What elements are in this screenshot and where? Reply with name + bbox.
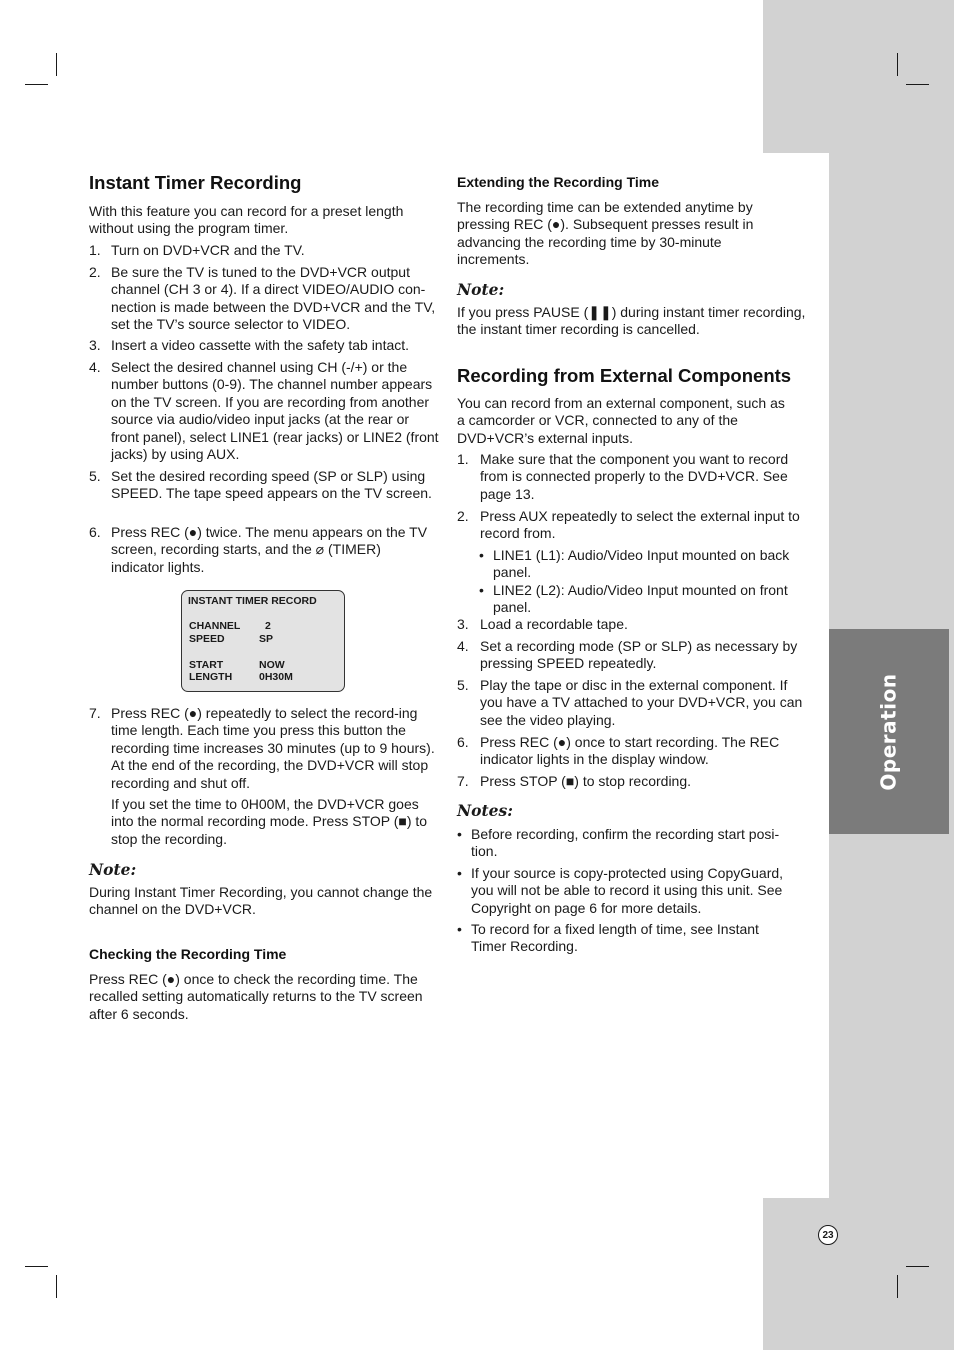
- crop-mark: [56, 53, 57, 76]
- note-text: To record for a fixed length of time, see Instant Timer Recording.: [471, 921, 759, 955]
- step-text: Insert a video cassette with the safety tab intact.: [111, 337, 410, 353]
- step-number: 2.: [457, 508, 469, 524]
- list-item: [457, 865, 799, 917]
- step-number: 6.: [89, 524, 101, 540]
- list-item: [457, 734, 797, 769]
- step-number: 7.: [89, 705, 101, 721]
- section-tab-label: Operation: [876, 672, 901, 791]
- step-text: Press STOP (■) to stop recording.: [480, 773, 692, 789]
- note-text: If your source is copy-protected using CopyGuard, you will not be able to record it using this unit. See Copyright on page 6 for more details.: [471, 865, 784, 916]
- step-text: Press AUX repeatedly to select the external input to record from.: [480, 508, 800, 542]
- subheading: Checking the Recording Time: [89, 946, 287, 962]
- page-number: 23: [818, 1225, 838, 1245]
- list-item: [457, 826, 797, 861]
- step-number: 4.: [89, 359, 101, 375]
- list-item: [457, 638, 805, 673]
- list-item: [457, 921, 777, 956]
- step-extra-text: If you set the time to 0H00M, the DVD+VCR goes into the normal recording mode. Press STOP (■) to stop the recording.: [111, 796, 428, 847]
- step-text: Select the desired channel using CH (-/+) or the number buttons (0-9). The channel number appears on the TV screen. If you are recording from another source via audio/video input jacks (at the rear or front panel), select LINE1 (rear jacks) or LINE2 (front jacks) by using AUX.: [111, 359, 439, 463]
- list-item: [457, 508, 805, 543]
- intro-text: With this feature you can record for a preset length without using the program timer.: [89, 203, 404, 237]
- instant-timer-osd: [181, 590, 345, 692]
- step-number: 4.: [457, 638, 469, 654]
- list-item: [479, 547, 807, 582]
- bullet-mark: •: [457, 921, 462, 937]
- crop-mark: [906, 84, 929, 85]
- note-text: During Instant Timer Recording, you cannot change the channel on the DVD+VCR.: [89, 884, 433, 918]
- list-item: [457, 773, 805, 790]
- step-text: Be sure the TV is tuned to the DVD+VCR output channel (CH 3 or 4). If a direct VIDEO/AUDIO con-nection is made between the DVD+VCR and the TV, set the TV’s source selector to VIDEO.: [111, 264, 436, 333]
- list-item: [89, 242, 437, 259]
- list-item: [89, 468, 437, 503]
- osd-start-value: NOW: [259, 659, 285, 671]
- step-text: Set a recording mode (SP or SLP) as necessary by pressing SPEED repeatedly.: [480, 638, 798, 672]
- body-text: Press REC (●) once to check the recording time. The recalled setting automatically returns to the TV screen after 6 seconds.: [89, 971, 423, 1022]
- notes-heading: Notes:: [457, 801, 513, 820]
- crop-mark: [906, 1266, 929, 1267]
- list-item: [479, 582, 807, 617]
- crop-mark: [25, 1266, 48, 1267]
- section-title: Instant Timer Recording: [89, 172, 302, 193]
- note-text: If you press PAUSE (❚❚) during instant timer recording, the instant timer recording is cancelled.: [457, 304, 806, 338]
- note-heading: Note:: [457, 280, 505, 299]
- bullet-mark: •: [457, 865, 462, 881]
- step-text: Turn on DVD+VCR and the TV.: [111, 242, 305, 258]
- step-number: 3.: [457, 616, 469, 632]
- osd-speed-label: SPEED: [189, 633, 225, 645]
- step-text: Set the desired recording speed (SP or SLP) using SPEED. The tape speed appears on the TV screen.: [111, 468, 432, 502]
- osd-start-label: START: [189, 659, 224, 671]
- osd-title: INSTANT TIMER RECORD: [188, 595, 317, 607]
- step-text: Press REC (●) once to start recording. The REC indicator lights in the display window.: [480, 734, 780, 768]
- subheading: Extending the Recording Time: [457, 174, 659, 190]
- step-text: Press REC (●) repeatedly to select the record-ing time length. Each time you press this button the recording time increases 30 minutes (up to 9 hours). At the end of the recording, the DVD+VCR will stop recording and shut off.: [111, 705, 435, 791]
- bullet-mark: •: [457, 826, 462, 842]
- step-number: 2.: [89, 264, 101, 280]
- step-number: 1.: [89, 242, 101, 258]
- crop-mark: [56, 1275, 57, 1298]
- list-item: [89, 337, 437, 354]
- body-text: The recording time can be extended anytime by pressing REC (●). Subsequent presses result in advancing the recording time by 30-minute increments.: [457, 199, 754, 268]
- step-number: 1.: [457, 451, 469, 467]
- step-number: 5.: [457, 677, 469, 693]
- bullet-mark: •: [479, 582, 484, 598]
- sidebar-band-bottom: [763, 1198, 954, 1350]
- list-item: [457, 451, 805, 503]
- list-item: [457, 677, 805, 729]
- crop-mark: [25, 84, 48, 85]
- section-title: Recording from External Components: [457, 365, 792, 386]
- osd-channel-label: CHANNEL: [189, 620, 241, 632]
- list-item: [89, 264, 439, 334]
- step-text: Press REC (●) twice. The menu appears on the TV screen, recording starts, and the ⌀ (TIMER) indicator lights.: [111, 524, 428, 575]
- step-text: Play the tape or disc in the external component. If you have a TV attached to your DVD+VCR, you can see the video playing.: [480, 677, 803, 728]
- step-number: 7.: [457, 773, 469, 789]
- list-item: [89, 359, 439, 463]
- crop-mark: [897, 1275, 898, 1298]
- osd-length-label: LENGTH: [189, 671, 233, 683]
- step-text: Make sure that the component you want to record from is connected properly to the DVD+VCR. See page 13.: [480, 451, 789, 502]
- bullet-text: LINE2 (L2): Audio/Video Input mounted on front panel.: [493, 582, 788, 616]
- list-item: [89, 705, 437, 792]
- step-number: 6.: [457, 734, 469, 750]
- step-text: Load a recordable tape.: [480, 616, 628, 632]
- note-text: Before recording, confirm the recording start posi-tion.: [471, 826, 780, 860]
- crop-mark: [897, 53, 898, 76]
- bullet-mark: •: [479, 547, 484, 563]
- intro-text: You can record from an external component, such as a camcorder or VCR, connected to any of the DVD+VCR’s external inputs.: [457, 395, 785, 446]
- osd-channel-value: 2: [265, 620, 271, 632]
- step-number: 3.: [89, 337, 101, 353]
- note-heading: Note:: [89, 860, 137, 879]
- sidebar-band-top: [763, 0, 954, 153]
- osd-speed-value: SP: [259, 633, 274, 645]
- section-tab: [829, 629, 949, 834]
- list-item: [89, 524, 435, 576]
- list-item: [457, 616, 805, 633]
- osd-length-value: 0H30M: [259, 671, 293, 683]
- step-number: 5.: [89, 468, 101, 484]
- bullet-text: LINE1 (L1): Audio/Video Input mounted on back panel.: [493, 547, 790, 581]
